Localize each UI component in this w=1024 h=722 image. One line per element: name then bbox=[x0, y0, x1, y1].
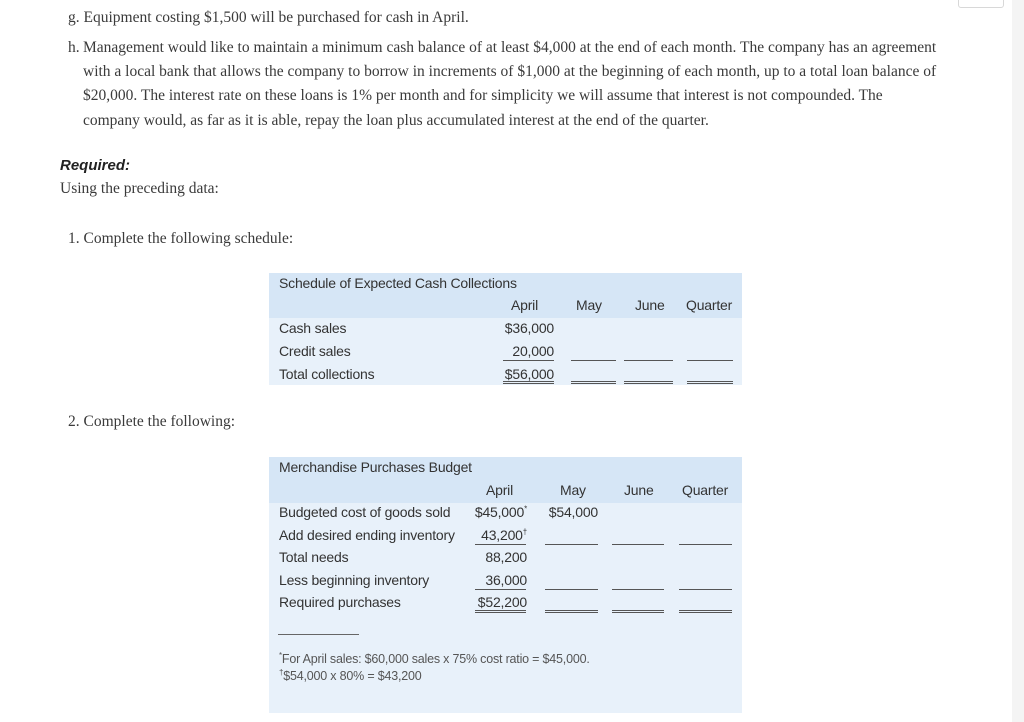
item-g bbox=[68, 9, 469, 27]
row-label: Total needs bbox=[279, 549, 349, 565]
cell-april: 20,000 bbox=[512, 343, 554, 359]
may-total-input-line[interactable] bbox=[545, 610, 598, 613]
quarter-total-input-line[interactable] bbox=[687, 381, 733, 384]
col-april: April bbox=[511, 297, 539, 313]
required-heading: Required: bbox=[60, 157, 131, 174]
row-label: Credit sales bbox=[279, 343, 351, 359]
item-h-label: h. bbox=[68, 39, 80, 56]
col-may: May bbox=[560, 482, 586, 498]
june-total-input-line[interactable] bbox=[612, 610, 664, 613]
footnote-separator bbox=[278, 634, 359, 635]
col-april: April bbox=[486, 482, 514, 498]
col-may: May bbox=[576, 297, 602, 313]
corner-button[interactable] bbox=[958, 0, 1004, 8]
may-input-line[interactable] bbox=[545, 589, 598, 590]
row-label: Less beginning inventory bbox=[279, 572, 430, 588]
cell-april: $36,000 bbox=[504, 320, 554, 336]
cell-april-value: 43,200 bbox=[481, 527, 523, 543]
june-input-line[interactable] bbox=[624, 360, 673, 361]
quarter-total-input-line[interactable] bbox=[679, 610, 732, 613]
question-1: 1. Complete the following schedule: bbox=[68, 230, 294, 247]
cell-april: 36,000 bbox=[485, 572, 527, 588]
item-g-text: Equipment costing $1,500 will be purchased for cash in April. bbox=[83, 9, 469, 26]
row-label: Required purchases bbox=[279, 594, 401, 610]
col-quarter: Quarter bbox=[686, 297, 733, 313]
item-h-text: Management would like to maintain a minimum cash balance of at least $4,000 at the end of each month. The company has an agreement with a local bank that allows the company to borrow in increments of $1,000 at the beginning of each month, up to a total loan balance of $20,000. The interest rate on these loans is 1% per month and for simplicity we will assume that interest is not compounded. The company would, as far as it is able, repay the loan plus accumulated interest at the end of the quarter. bbox=[83, 39, 937, 129]
cell-april: 88,200 bbox=[485, 549, 527, 565]
may-total-input-line[interactable] bbox=[571, 381, 616, 384]
cash-collections-title: Schedule of Expected Cash Collections bbox=[279, 275, 517, 291]
footnote-2-mark: † bbox=[279, 668, 284, 677]
quarter-input-line[interactable] bbox=[679, 589, 732, 590]
underline bbox=[475, 589, 526, 590]
cell-april: $52,200 bbox=[477, 594, 527, 610]
double-underline bbox=[503, 381, 554, 384]
underline bbox=[503, 360, 554, 361]
june-input-line[interactable] bbox=[612, 589, 664, 590]
item-g-label: g. bbox=[68, 9, 80, 26]
june-total-input-line[interactable] bbox=[624, 381, 673, 384]
footnote-marker: † bbox=[522, 527, 527, 537]
right-scroll-strip bbox=[1012, 0, 1024, 722]
item-h bbox=[68, 36, 938, 133]
cell-april: $56,000 bbox=[504, 366, 554, 382]
footnote-1-text: For April sales: $60,000 sales x 75% cost ratio = $45,000. bbox=[281, 652, 590, 667]
row-label: Budgeted cost of goods sold bbox=[279, 504, 451, 520]
purchases-budget-panel bbox=[269, 457, 742, 713]
row-label: Add desired ending inventory bbox=[279, 527, 455, 543]
footnote-1 bbox=[279, 651, 590, 666]
quarter-input-line[interactable] bbox=[679, 544, 732, 545]
question-2: 2. Complete the following: bbox=[68, 413, 236, 430]
row-label: Total collections bbox=[279, 366, 375, 382]
footnote-2 bbox=[279, 668, 421, 683]
cell-april bbox=[459, 527, 527, 543]
cash-collections-panel bbox=[269, 273, 742, 385]
footnote-2-text: $54,000 x 80% = $43,200 bbox=[283, 669, 422, 684]
cell-may: $54,000 bbox=[548, 504, 598, 520]
purchases-budget-title: Merchandise Purchases Budget bbox=[279, 459, 472, 475]
footnote-1-mark: * bbox=[279, 651, 282, 660]
using-preceding-data: Using the preceding data: bbox=[60, 180, 219, 197]
underline bbox=[475, 544, 526, 545]
col-quarter: Quarter bbox=[682, 482, 729, 498]
may-input-line[interactable] bbox=[545, 544, 598, 545]
quarter-input-line[interactable] bbox=[687, 360, 733, 361]
cell-april bbox=[459, 504, 527, 520]
cell-april-value: $45,000 bbox=[474, 504, 525, 520]
row-label: Cash sales bbox=[279, 320, 347, 336]
col-june: June bbox=[635, 297, 665, 313]
col-june: June bbox=[624, 482, 654, 498]
may-input-line[interactable] bbox=[571, 360, 616, 361]
double-underline bbox=[475, 610, 526, 613]
footnote-marker: * bbox=[524, 504, 527, 514]
june-input-line[interactable] bbox=[612, 544, 664, 545]
